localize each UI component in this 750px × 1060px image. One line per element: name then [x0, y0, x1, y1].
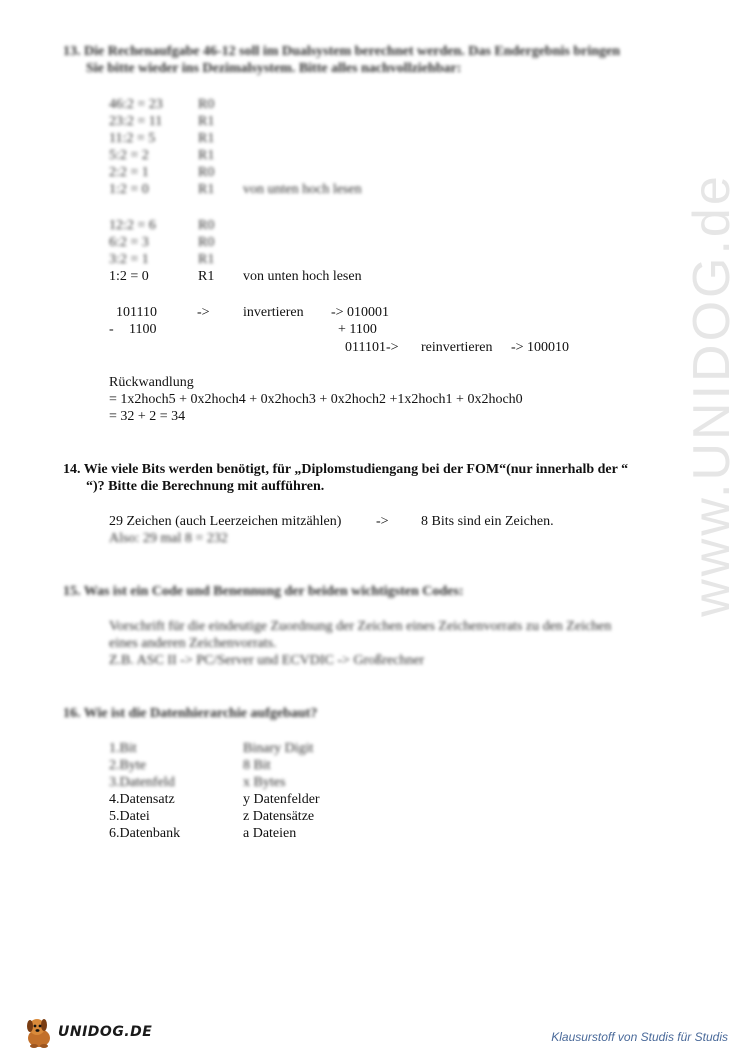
q13-back-line1: = 1x2hoch5 + 0x2hoch4 + 0x2hoch3 + 0x2hoch2 +1x2hoch1 + 0x2hoch0	[109, 392, 523, 407]
q13-div46-eq: 5:2 = 2	[109, 148, 149, 163]
q13-arrow: ->	[197, 305, 210, 320]
q13-div46-r: R1	[198, 114, 215, 129]
q13-operand-a: 101110	[116, 305, 157, 320]
q13-div12-eq: 6:2 = 3	[109, 235, 149, 250]
q13-back-label: Rückwandlung	[109, 375, 194, 390]
q13-invert-label: invertieren	[243, 305, 304, 320]
q15-line1: Vorschrift für die eindeutige Zuordnung der Zeichen eines Zeichenvorrats zu den Zeichen	[109, 619, 612, 634]
q13-div12-r: R0	[198, 235, 215, 250]
q13-div12-eq: 3:2 = 1	[109, 252, 149, 267]
q14-answer-a: 29 Zeichen (auch Leerzeichen mitzählen)	[109, 514, 342, 529]
q14-answer-result: Also: 29 mal 8 = 232	[109, 531, 228, 546]
q13-reinvert-label: reinvertieren	[421, 340, 493, 355]
q13-div46-r: R1	[198, 182, 215, 197]
q15-line2: eines anderen Zeichenvorrats.	[109, 636, 277, 651]
q13-inverted-result: -> 010001	[331, 305, 390, 320]
q13-div12-note: von unten hoch lesen	[243, 269, 362, 284]
q16-item-desc: Binary Digit	[243, 741, 314, 756]
q13-sum: 011101->	[345, 340, 399, 355]
q13-div46-r: R1	[198, 148, 215, 163]
q13-div46-r: R0	[198, 97, 215, 112]
q13-final-binary: -> 100010	[511, 340, 570, 355]
q13-title-line2: Sie bitte wieder ins Dezimalsystem. Bitte alles nachvollziehbar:	[86, 61, 462, 76]
q13-div46-eq: 46:2 = 23	[109, 97, 163, 112]
watermark-text: www.UNIDOG.de	[683, 173, 741, 617]
q13-div46-r: R0	[198, 165, 215, 180]
q13-div46-eq: 2:2 = 1	[109, 165, 149, 180]
q16-item-level: 6.Datenbank	[109, 826, 181, 841]
q14-title-line2: “)? Bitte die Berechnung mit aufführen.	[86, 479, 325, 494]
q16-item-desc: y Datenfelder	[243, 792, 320, 807]
q14-answer-arrow: ->	[376, 514, 389, 529]
q16-item-level: 4.Datensatz	[109, 792, 175, 807]
logo-text: UNIDOG.DE	[58, 1024, 153, 1040]
q15-title: 15. Was ist ein Code und Benennung der beiden wichtigsten Codes:	[63, 584, 464, 599]
q16-title: 16. Wie ist die Datenhierarchie aufgebaut?	[63, 706, 318, 721]
q16-item-desc: x Bytes	[243, 775, 286, 790]
q13-div46-eq: 1:2 = 0	[109, 182, 149, 197]
q16-item-desc: a Dateien	[243, 826, 297, 841]
q13-div46-r: R1	[198, 131, 215, 146]
dog-icon	[22, 1014, 58, 1050]
q13-back-line2: = 32 + 2 = 34	[109, 409, 186, 424]
q13-operand-b: 1100	[129, 322, 157, 337]
q16-item-level: 3.Datenfeld	[109, 775, 175, 790]
q16-item-level: 5.Datei	[109, 809, 150, 824]
q13-div12-r: R1	[198, 269, 215, 284]
footer-tagline: Klausurstoff von Studis für Studis	[551, 1030, 728, 1044]
q16-item-desc: 8 Bit	[243, 758, 271, 773]
q14-answer-b: 8 Bits sind ein Zeichen.	[421, 514, 554, 529]
q13-div46-note: von unten hoch lesen	[243, 182, 362, 197]
q13-div12-r: R1	[198, 252, 215, 267]
q13-div46-eq: 11:2 = 5	[109, 131, 156, 146]
q13-div12-eq: 1:2 = 0	[109, 269, 149, 284]
unidog-logo	[22, 1014, 152, 1050]
q16-item-level: 2.Byte	[109, 758, 146, 773]
q15-line3: Z.B. ASC II -> PC/Server und ECVDIC -> Großrechner	[109, 653, 425, 668]
q13-div12-eq: 12:2 = 6	[109, 218, 156, 233]
q13-minus-sign: -	[109, 322, 114, 337]
q16-item-level: 1.Bit	[109, 741, 137, 756]
q13-div12-r: R0	[198, 218, 215, 233]
q16-item-desc: z Datensätze	[243, 809, 315, 824]
q13-div46-eq: 23:2 = 11	[109, 114, 163, 129]
q14-title-line1: 14. Wie viele Bits werden benötigt, für „Diplomstudiengang bei der FOM“(nur innerhalb der “	[63, 462, 629, 477]
q13-title-line1: 13. Die Rechenaufgabe 46-12 soll im Dualsystem berechnet werden. Das Endergebnis bringen	[63, 44, 621, 59]
q13-plus-b: + 1100	[338, 322, 377, 337]
